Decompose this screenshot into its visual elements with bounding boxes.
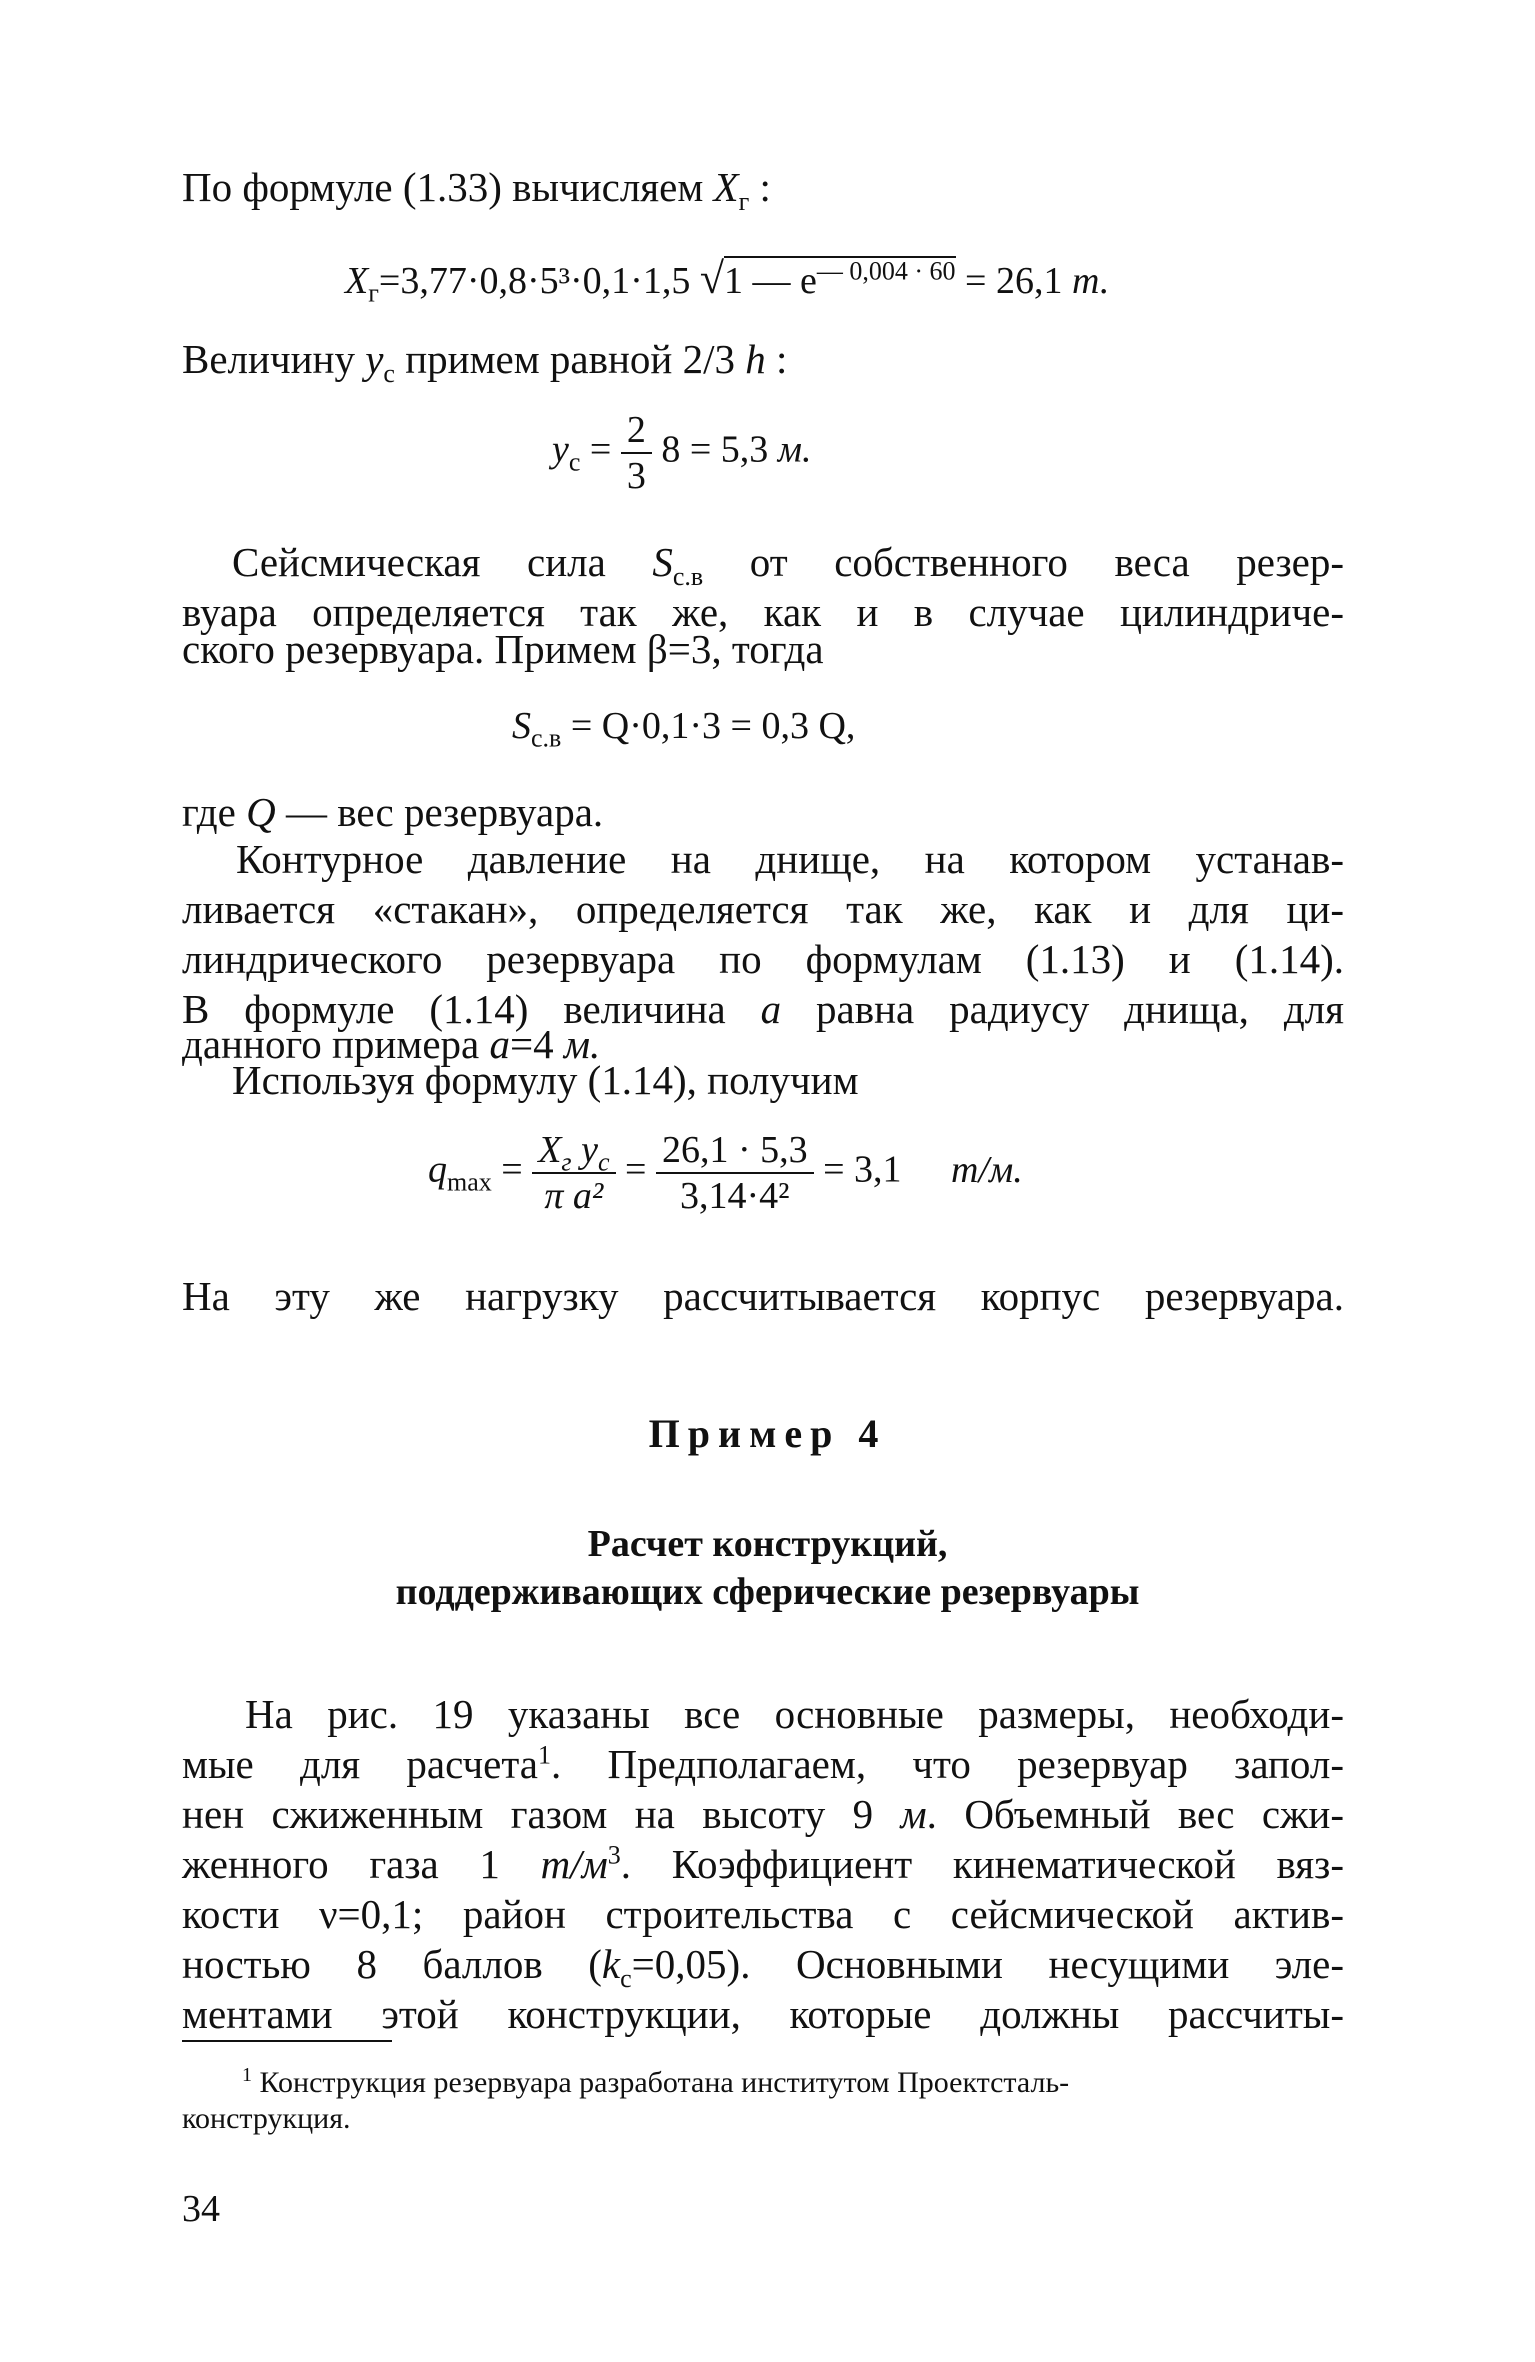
equation-yc [552, 408, 812, 498]
text: Величину [182, 336, 366, 382]
eq-lhs-sub: max [447, 1167, 492, 1197]
paragraph-fig19-line4 [182, 1840, 1344, 1888]
unit: т/м [540, 1841, 608, 1887]
eq-lhs: y [552, 428, 569, 471]
num-x: X [538, 1129, 562, 1171]
radicand-text: 1 — e [724, 260, 817, 302]
fraction-numeric [656, 1128, 814, 1218]
paragraph-contour-line2: ливается «стакан», определяется так же, как и для ци- [182, 886, 1344, 932]
footnote-rule [182, 2040, 392, 2042]
eq-sign: = [589, 428, 612, 471]
paragraph-fig19-line6 [182, 1940, 1344, 1994]
footnote-line1 [242, 2065, 1069, 2101]
var-x: X [713, 164, 739, 210]
paragraph-seismic-force-line1 [232, 538, 1344, 592]
paragraph-contour-line1: Контурное давление на днище, на котором устанав- [236, 836, 1344, 882]
page-number: 34 [182, 2188, 220, 2230]
section-heading: Пример 4 [648, 1411, 887, 1456]
sub: c [620, 1964, 632, 1994]
exponent: — 0,004 · 60 [816, 256, 956, 286]
text: В формуле (1.14) величина [182, 986, 761, 1032]
numerator [532, 1128, 615, 1177]
text: нен сжиженным газом на высоту 9 [182, 1791, 901, 1837]
eq-sign: = [501, 1148, 523, 1191]
footnote-mark: 1 [242, 2064, 252, 2086]
eq-sign: = [625, 1148, 647, 1191]
text: где [182, 789, 247, 835]
text: примем равной 2/3 [394, 336, 746, 382]
paragraph-seismic-force-line3: ского резервуара. Примем β=3, тогда [182, 626, 824, 672]
paragraph-yc-intro [182, 335, 788, 389]
paragraph-fig19-line2 [182, 1740, 1344, 1788]
var-y: y [365, 336, 384, 382]
var-q: Q [246, 789, 276, 835]
eq-unit: т/м. [951, 1148, 1023, 1191]
num-y: y [571, 1129, 598, 1171]
denominator: π a² [532, 1172, 615, 1218]
eq-result: = 26,1 [965, 260, 1063, 302]
eq-lhs-sub: c [568, 447, 581, 477]
equation-qmax [428, 1128, 1023, 1218]
paragraph-contour-line3: линдрического резервуара по формулам (1.13) и (1.14). [182, 936, 1344, 982]
text: ностью 8 баллов ( [182, 1941, 602, 1987]
var-h: h [745, 336, 766, 382]
eq-lhs-sub: г [368, 278, 379, 308]
numerator: 26,1 · 5,3 [661, 1129, 808, 1171]
var-a: a [489, 1021, 510, 1067]
text: . Объемный вес сжи- [926, 1791, 1344, 1837]
eq-product: =3,77·0,8·5³·0,1·1,5 [378, 260, 691, 302]
footnote-ref: 1 [537, 1740, 551, 1770]
var-k: k [601, 1941, 621, 1987]
sub: г [738, 187, 750, 217]
text: По формуле (1.33) вычисляем [182, 164, 714, 210]
eq-lhs: X [345, 260, 369, 302]
denominator: 3 [621, 452, 652, 498]
sub: c.в [672, 562, 704, 592]
text: от собственного веса резер- [703, 539, 1344, 585]
sub: c [597, 1147, 610, 1177]
radicand [724, 256, 956, 302]
eq-lhs: q [428, 1148, 447, 1191]
paragraph-q-def [182, 788, 603, 836]
paragraph-fig19-line1: На рис. 19 указаны все основные размеры, необходи- [245, 1691, 1344, 1737]
unit: м [900, 1791, 927, 1837]
sqrt-icon: √ [699, 254, 724, 303]
text: . Предполагаем, что резервуар запол- [550, 1741, 1344, 1787]
text: . Коэффициент кинематической вяз- [620, 1841, 1344, 1887]
denominator: 3,14·4² [656, 1172, 814, 1218]
paragraph-formula-intro [182, 163, 771, 217]
paragraph-fig19-line5: кости ν=0,1; район строительства с сейсмической актив- [182, 1891, 1344, 1937]
text: равна радиусу днища, для [781, 986, 1344, 1032]
fraction [621, 408, 652, 498]
paragraph-fig19-line3 [182, 1790, 1344, 1838]
text: =4 [509, 1021, 564, 1067]
sub: г [561, 1147, 572, 1177]
text: Сейсмическая сила [232, 539, 653, 585]
var-s: S [652, 539, 673, 585]
equation-scv [512, 704, 856, 753]
equation-xg [345, 254, 1110, 308]
sup: 3 [607, 1840, 621, 1870]
eq-unit: м. [777, 428, 812, 471]
text: женного газа 1 [182, 1841, 541, 1887]
text: — вес резервуара. [275, 789, 604, 835]
text: мые для расчета [182, 1741, 538, 1787]
section-subheading-line1: Расчет конструкций, [587, 1523, 948, 1565]
eq-lhs-sub: c.в [531, 723, 562, 753]
eq-rhs: = Q·0,1·3 = 0,3 Q, [570, 705, 856, 747]
footnote-text: Конструкция резервуара разработана институтом Проектсталь- [252, 2066, 1070, 2099]
unit: м. [563, 1021, 601, 1067]
eq-result: = 3,1 [823, 1148, 902, 1191]
var-a: a [760, 986, 782, 1032]
paragraph-load: На эту же нагрузку рассчитывается корпус резервуара. [182, 1273, 1344, 1319]
sub: c [383, 359, 395, 389]
text: =0,05). Основными несущими эле- [631, 1941, 1344, 1987]
fraction-symbolic [532, 1128, 615, 1218]
eq-unit: т. [1071, 260, 1110, 302]
text: : [765, 336, 788, 382]
eq-result: 8 = 5,3 [661, 428, 769, 471]
footnote-line2: конструкция. [182, 2102, 351, 2135]
text: : [749, 164, 771, 210]
text: данного примера [182, 1021, 490, 1067]
paragraph-using-formula: Используя формулу (1.14), получим [232, 1057, 859, 1103]
numerator: 2 [626, 409, 646, 451]
eq-lhs: S [512, 705, 531, 747]
paragraph-fig19-line7: ментами этой конструкции, которые должны рассчиты- [182, 1991, 1344, 2037]
section-subheading-line2: поддерживающих сферические резервуары [395, 1571, 1140, 1613]
paragraph-seismic-force-line2: вуара определяется так же, как и в случае цилиндриче- [182, 589, 1344, 635]
